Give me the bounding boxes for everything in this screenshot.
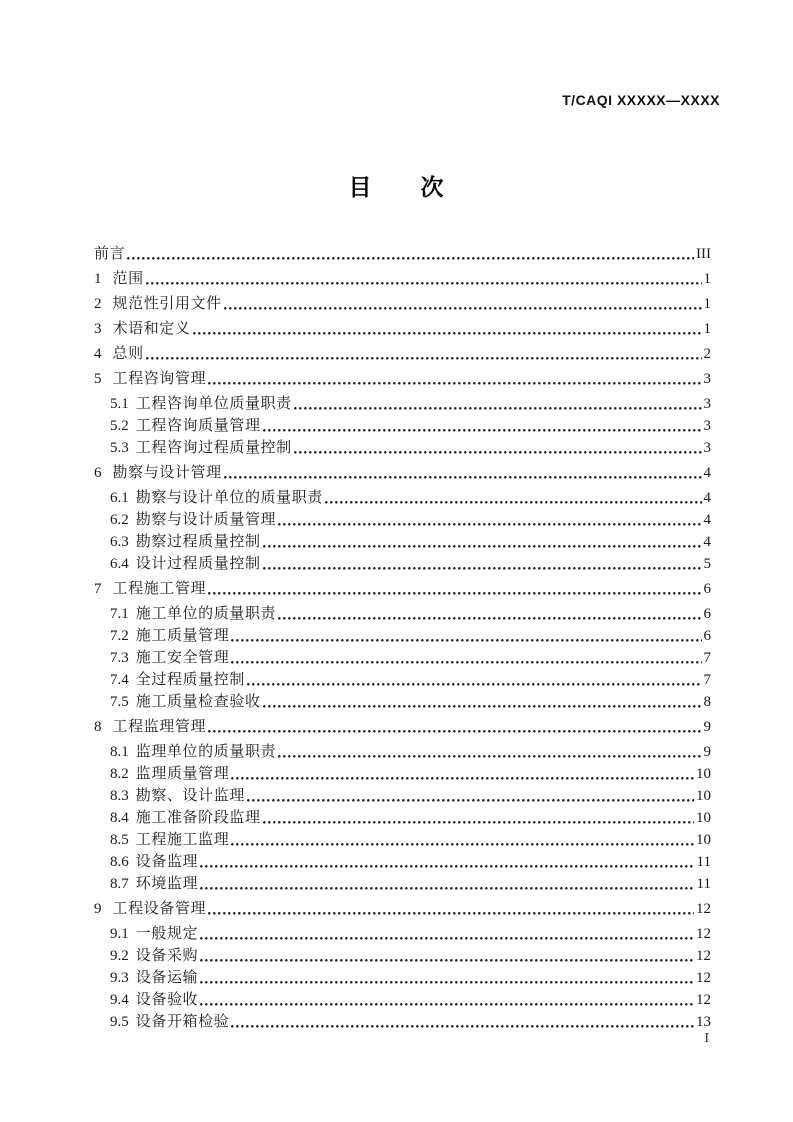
toc-entry-number: 6.3 bbox=[110, 534, 129, 550]
toc-entry-number: 8.5 bbox=[110, 832, 129, 848]
toc-entry-label: 术语和定义 bbox=[112, 321, 191, 337]
toc-entry-label: 施工质量检查验收 bbox=[135, 694, 261, 710]
toc-entry[interactable] bbox=[94, 415, 711, 437]
toc-leader-dots bbox=[231, 1025, 694, 1028]
toc-entry[interactable] bbox=[94, 243, 711, 265]
toc-leader-dots bbox=[146, 282, 702, 285]
toc-entry[interactable] bbox=[94, 873, 711, 895]
toc-leader-dots bbox=[247, 683, 702, 686]
toc-entry-label: 监理单位的质量职责 bbox=[135, 744, 277, 760]
toc-leader-dots bbox=[247, 799, 694, 802]
toc-entry[interactable] bbox=[94, 293, 711, 315]
toc-entry-label: 工程咨询过程质量控制 bbox=[135, 440, 292, 456]
toc-entry[interactable] bbox=[94, 462, 711, 484]
toc-leader-dots bbox=[224, 476, 702, 479]
toc-leader-dots bbox=[208, 592, 701, 595]
toc-entry-label: 工程设备管理 bbox=[112, 901, 207, 917]
toc-entry-label: 前言 bbox=[94, 246, 126, 262]
toc-entry-page: 3 bbox=[703, 396, 711, 412]
toc-entry[interactable] bbox=[94, 851, 711, 873]
toc-entry[interactable] bbox=[94, 268, 711, 290]
toc-entry-number: 6 bbox=[94, 465, 102, 481]
toc-entry-label: 设备验收 bbox=[135, 992, 199, 1008]
toc-entry[interactable] bbox=[94, 669, 711, 691]
toc-entry[interactable] bbox=[94, 509, 711, 531]
toc-leader-dots bbox=[231, 639, 701, 642]
toc-leader-dots bbox=[208, 730, 701, 733]
toc-entry-label: 设备开箱检验 bbox=[135, 1014, 230, 1030]
toc-entry-number: 7.5 bbox=[110, 694, 129, 710]
toc-entry-number: 2 bbox=[94, 296, 102, 312]
standard-code: T/CAQI XXXXX—XXXX bbox=[562, 92, 720, 108]
toc-leader-dots bbox=[325, 501, 702, 504]
toc-entry-page: 4 bbox=[703, 465, 711, 481]
toc-entry-number: 8.3 bbox=[110, 788, 129, 804]
toc-entry-number: 7.2 bbox=[110, 628, 129, 644]
toc-entry-page: 10 bbox=[696, 810, 711, 826]
toc-entry-page: 6 bbox=[703, 628, 711, 644]
toc-entry-page: 3 bbox=[703, 418, 711, 434]
toc-entry-number: 5.2 bbox=[110, 418, 129, 434]
toc-entry-page: 4 bbox=[703, 512, 711, 528]
toc-entry-number: 5 bbox=[94, 371, 102, 387]
toc-entry-number: 8.2 bbox=[110, 766, 129, 782]
toc-leader-dots bbox=[231, 661, 701, 664]
toc-entry-number: 1 bbox=[94, 271, 102, 287]
toc-list bbox=[94, 240, 711, 1033]
toc-leader-dots bbox=[208, 382, 701, 385]
toc-entry-number: 6.1 bbox=[110, 490, 129, 506]
toc-entry-page: 10 bbox=[696, 832, 711, 848]
toc-entry-label: 工程咨询质量管理 bbox=[135, 418, 261, 434]
toc-entry-number: 4 bbox=[94, 346, 102, 362]
toc-entry[interactable] bbox=[94, 716, 711, 738]
toc-entry-number: 8.6 bbox=[110, 854, 129, 870]
toc-leader-dots bbox=[200, 1003, 694, 1006]
toc-entry-page: 4 bbox=[703, 490, 711, 506]
toc-entry-label: 规范性引用文件 bbox=[112, 296, 222, 312]
toc-leader-dots bbox=[231, 843, 694, 846]
toc-entry-page: 7 bbox=[703, 650, 711, 666]
toc-entry[interactable] bbox=[94, 647, 711, 669]
toc-entry-label: 施工单位的质量职责 bbox=[135, 606, 277, 622]
toc-leader-dots bbox=[200, 959, 694, 962]
toc-entry-page: 12 bbox=[696, 970, 711, 986]
toc-entry-label: 施工准备阶段监理 bbox=[135, 810, 261, 826]
toc-entry-label: 设备采购 bbox=[135, 948, 199, 964]
toc-entry[interactable] bbox=[94, 898, 711, 920]
toc-entry-page: 4 bbox=[703, 534, 711, 550]
toc-leader-dots bbox=[200, 865, 694, 868]
toc-entry-page: 1 bbox=[703, 296, 711, 312]
toc-entry-page: 9 bbox=[703, 719, 711, 735]
toc-entry-page: 5 bbox=[703, 556, 711, 572]
toc-entry-page: III bbox=[696, 246, 711, 262]
toc-entry-number: 7 bbox=[94, 581, 102, 597]
toc-entry[interactable] bbox=[94, 318, 711, 340]
toc-entry[interactable] bbox=[94, 1011, 711, 1033]
toc-entry-page: 1 bbox=[703, 271, 711, 287]
toc-leader-dots bbox=[200, 981, 694, 984]
toc-entry-label: 施工质量管理 bbox=[135, 628, 230, 644]
toc-entry-label: 监理质量管理 bbox=[135, 766, 230, 782]
toc-entry-page: 11 bbox=[696, 854, 711, 870]
toc-entry[interactable] bbox=[94, 989, 711, 1011]
toc-entry-page: 6 bbox=[703, 581, 711, 597]
toc-entry-page: 13 bbox=[696, 1014, 711, 1030]
toc-entry[interactable] bbox=[94, 967, 711, 989]
page-title: 目 次 bbox=[348, 175, 445, 200]
toc-entry-label: 工程施工管理 bbox=[112, 581, 207, 597]
toc-leader-dots bbox=[200, 937, 694, 940]
toc-entry-label: 勘察、设计监理 bbox=[135, 788, 245, 804]
toc-entry-page: 3 bbox=[703, 371, 711, 387]
toc-entry-page: 12 bbox=[696, 901, 711, 917]
toc-entry-page: 2 bbox=[703, 346, 711, 362]
toc-entry[interactable] bbox=[94, 625, 711, 647]
toc-entry-number: 6.4 bbox=[110, 556, 129, 572]
toc-leader-dots bbox=[278, 755, 701, 758]
toc-leader-dots bbox=[224, 307, 702, 310]
toc-entry-label: 环境监理 bbox=[135, 876, 199, 892]
toc-entry-number: 9.3 bbox=[110, 970, 129, 986]
toc-entry-page: 12 bbox=[696, 926, 711, 942]
toc-leader-dots bbox=[263, 705, 702, 708]
toc-leader-dots bbox=[263, 821, 694, 824]
toc-entry[interactable] bbox=[94, 531, 711, 553]
toc-entry-page: 12 bbox=[696, 948, 711, 964]
toc-leader-dots bbox=[263, 545, 702, 548]
toc-entry[interactable] bbox=[94, 923, 711, 945]
toc-leader-dots bbox=[294, 451, 702, 454]
toc-entry-label: 勘察与设计单位的质量职责 bbox=[135, 490, 323, 506]
toc-leader-dots bbox=[278, 523, 701, 526]
toc-entry[interactable] bbox=[94, 691, 711, 713]
toc-entry-page: 9 bbox=[703, 744, 711, 760]
toc-entry-label: 范围 bbox=[112, 271, 144, 287]
toc-entry-label: 一般规定 bbox=[135, 926, 199, 942]
toc-entry-label: 工程监理管理 bbox=[112, 719, 207, 735]
toc-entry-number: 5.1 bbox=[110, 396, 129, 412]
toc-entry[interactable] bbox=[94, 487, 711, 509]
toc-leader-dots bbox=[294, 407, 702, 410]
toc-entry-label: 设计过程质量控制 bbox=[135, 556, 261, 572]
toc-leader-dots bbox=[193, 332, 702, 335]
toc-leader-dots bbox=[208, 912, 694, 915]
toc-entry[interactable] bbox=[94, 343, 711, 365]
toc-entry-number: 8.7 bbox=[110, 876, 129, 892]
toc-entry[interactable] bbox=[94, 368, 711, 390]
toc-leader-dots bbox=[263, 567, 702, 570]
toc-entry[interactable] bbox=[94, 829, 711, 851]
toc-leader-dots bbox=[200, 887, 694, 890]
toc-entry[interactable] bbox=[94, 785, 711, 807]
toc-entry-page: 10 bbox=[696, 766, 711, 782]
toc-entry-number: 3 bbox=[94, 321, 102, 337]
toc-entry-number: 7.1 bbox=[110, 606, 129, 622]
toc-entry-number: 7.4 bbox=[110, 672, 129, 688]
toc-entry-page: 11 bbox=[696, 876, 711, 892]
toc-entry-page: 10 bbox=[696, 788, 711, 804]
toc-leader-dots bbox=[127, 257, 694, 260]
toc-entry-label: 施工安全管理 bbox=[135, 650, 230, 666]
toc-entry[interactable] bbox=[94, 945, 711, 967]
toc-entry[interactable] bbox=[94, 603, 711, 625]
toc-entry-label: 工程咨询管理 bbox=[112, 371, 207, 387]
toc-entry-page: 3 bbox=[703, 440, 711, 456]
toc-entry-number: 6.2 bbox=[110, 512, 129, 528]
toc-entry[interactable] bbox=[94, 393, 711, 415]
toc-entry[interactable] bbox=[94, 578, 711, 600]
footer-page-number: I bbox=[704, 1031, 709, 1046]
toc-entry-number: 9 bbox=[94, 901, 102, 917]
toc-entry[interactable] bbox=[94, 807, 711, 829]
toc-entry-number: 5.3 bbox=[110, 440, 129, 456]
toc-entry-number: 9.4 bbox=[110, 992, 129, 1008]
toc-entry-number: 8.4 bbox=[110, 810, 129, 826]
toc-entry-label: 设备监理 bbox=[135, 854, 199, 870]
toc-entry-page: 8 bbox=[703, 694, 711, 710]
toc-entry-label: 工程咨询单位质量职责 bbox=[135, 396, 292, 412]
toc-entry-page: 7 bbox=[703, 672, 711, 688]
toc-entry[interactable] bbox=[94, 553, 711, 575]
toc-entry-label: 勘察与设计管理 bbox=[112, 465, 222, 481]
toc-entry-page: 6 bbox=[703, 606, 711, 622]
toc-entry-page: 12 bbox=[696, 992, 711, 1008]
toc-leader-dots bbox=[146, 357, 702, 360]
toc-entry[interactable] bbox=[94, 763, 711, 785]
toc-entry-label: 勘察过程质量控制 bbox=[135, 534, 261, 550]
toc-leader-dots bbox=[278, 617, 701, 620]
toc-entry[interactable] bbox=[94, 741, 711, 763]
toc-entry-number: 7.3 bbox=[110, 650, 129, 666]
toc-leader-dots bbox=[231, 777, 694, 780]
toc-entry-number: 9.1 bbox=[110, 926, 129, 942]
toc-leader-dots bbox=[263, 429, 702, 432]
toc-entry-number: 9.5 bbox=[110, 1014, 129, 1030]
toc-entry-label: 总则 bbox=[112, 346, 144, 362]
toc-entry-number: 8.1 bbox=[110, 744, 129, 760]
toc-entry-number: 8 bbox=[94, 719, 102, 735]
toc-entry-number: 9.2 bbox=[110, 948, 129, 964]
toc-entry-label: 设备运输 bbox=[135, 970, 199, 986]
toc-entry-label: 全过程质量控制 bbox=[135, 672, 245, 688]
toc-entry[interactable] bbox=[94, 437, 711, 459]
toc-entry-label: 勘察与设计质量管理 bbox=[135, 512, 277, 528]
toc-entry-page: 1 bbox=[703, 321, 711, 337]
toc-entry-label: 工程施工监理 bbox=[135, 832, 230, 848]
